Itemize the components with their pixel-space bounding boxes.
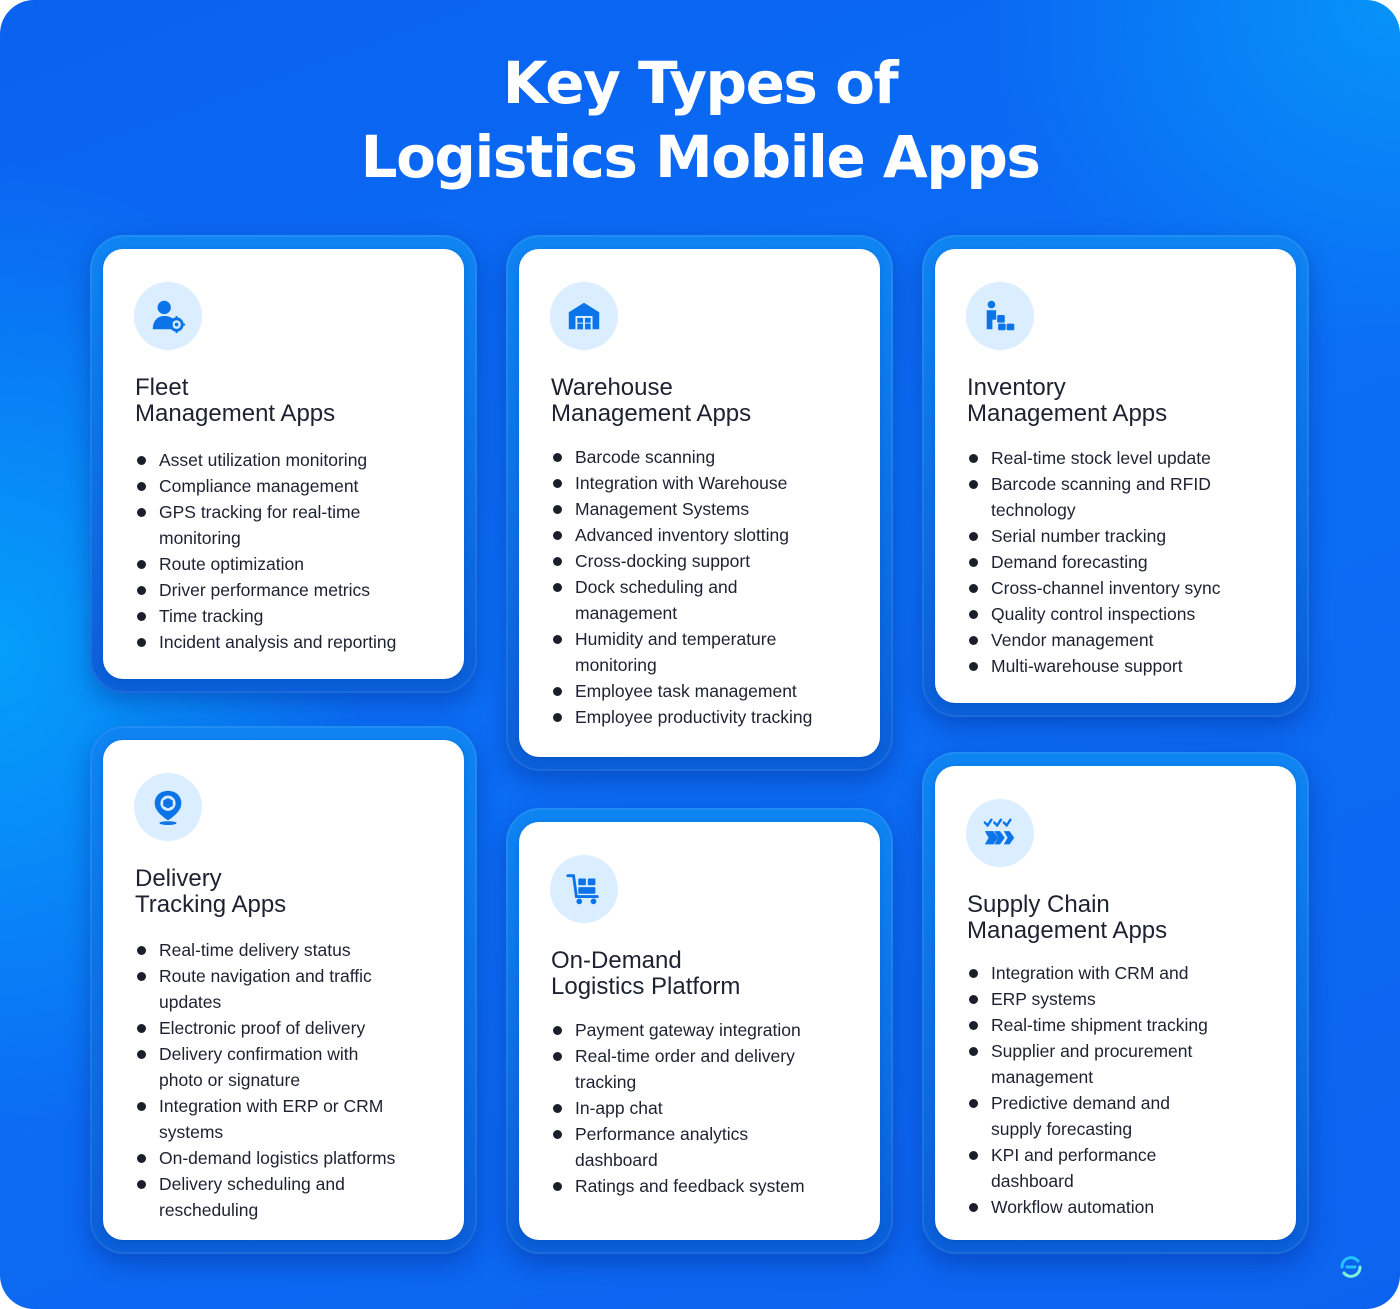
- feature-item-text: Delivery confirmation with: [159, 1044, 359, 1064]
- feature-item-text: photo or signature: [159, 1070, 301, 1090]
- feature-item-text: Supplier and procurement: [991, 1041, 1193, 1061]
- feature-item-text: Integration with ERP or CRM: [159, 1096, 384, 1116]
- feature-item: [135, 1041, 450, 1093]
- warehouse-title-line-2: Management Apps: [551, 400, 752, 427]
- title-line-2: Logistics Mobile Apps: [360, 123, 1040, 191]
- feature-item: [967, 653, 1282, 679]
- feature-item-text: Asset utilization monitoring: [159, 450, 368, 470]
- feature-item-text: Compliance management: [159, 476, 359, 496]
- inventory-card-title: [967, 375, 1276, 427]
- feature-item: [967, 575, 1282, 601]
- feature-item-text: Route navigation and traffic: [159, 966, 372, 986]
- fleet-card-frame: [90, 235, 477, 693]
- feature-item: [967, 445, 1282, 471]
- feature-item: [135, 629, 450, 655]
- fleet-feature-list: [135, 447, 450, 655]
- feature-item-text: Incident analysis and reporting: [159, 632, 397, 652]
- delivery-feature-list: [135, 937, 450, 1223]
- inventory-card: [935, 249, 1296, 703]
- feature-item-text: rescheduling: [159, 1200, 259, 1220]
- feature-item-text: Real-time delivery status: [159, 940, 351, 960]
- feature-item-text: Integration with Warehouse: [575, 473, 788, 493]
- warehouse-title-line-1: Warehouse: [551, 374, 673, 401]
- feature-item-text: Predictive demand and: [991, 1093, 1170, 1113]
- feature-item: [551, 444, 866, 470]
- feature-item-text: dashboard: [575, 1150, 658, 1170]
- delivery-card: [103, 740, 464, 1240]
- supply-chain-icon: [966, 799, 1034, 867]
- feature-item: [551, 678, 866, 704]
- feature-item-text: updates: [159, 992, 222, 1012]
- feature-item-text: Real-time shipment tracking: [991, 1015, 1208, 1035]
- delivery-title-line-1: Delivery: [135, 865, 222, 892]
- feature-item-text: technology: [991, 500, 1076, 520]
- feature-item-text: monitoring: [159, 528, 241, 548]
- feature-item-text: Real-time stock level update: [991, 448, 1211, 468]
- feature-item-text: Route optimization: [159, 554, 304, 574]
- ondemand-card: [519, 822, 880, 1240]
- feature-item: [967, 1038, 1282, 1090]
- feature-item-text: On-demand logistics platforms: [159, 1148, 396, 1168]
- feature-item: [967, 471, 1282, 523]
- feature-item: [135, 551, 450, 577]
- feature-item: [967, 960, 1282, 986]
- feature-item-text: Real-time order and delivery: [575, 1046, 795, 1066]
- feature-item-text: Delivery scheduling and: [159, 1174, 345, 1194]
- feature-item: [967, 1012, 1282, 1038]
- feature-item: [135, 577, 450, 603]
- feature-item-text: Ratings and feedback system: [575, 1176, 805, 1196]
- feature-item-text: monitoring: [575, 655, 657, 675]
- feature-item-text: GPS tracking for real-time: [159, 502, 361, 522]
- feature-item-text: Time tracking: [159, 606, 264, 626]
- feature-item: [551, 1121, 866, 1173]
- inventory-boxes-icon: [966, 282, 1034, 350]
- fleet-card-title: [135, 375, 444, 427]
- warehouse-icon: [550, 282, 618, 350]
- feature-item: [135, 963, 450, 1015]
- feature-item: [135, 447, 450, 473]
- delivery-card-frame: [90, 726, 477, 1254]
- feature-item-text: Cross-channel inventory sync: [991, 578, 1221, 598]
- feature-item: [551, 626, 866, 678]
- warehouse-feature-list: [551, 444, 866, 730]
- inventory-title-line-1: Inventory: [967, 374, 1066, 401]
- feature-item: [135, 499, 450, 551]
- feature-item-text: Employee task management: [575, 681, 797, 701]
- feature-item: [551, 496, 866, 522]
- feature-item: [135, 603, 450, 629]
- feature-item-text: systems: [159, 1122, 224, 1142]
- feature-item: [551, 704, 866, 730]
- ondemand-feature-list: [551, 1017, 866, 1199]
- feature-item: [551, 1173, 866, 1199]
- feature-item: [135, 1093, 450, 1145]
- feature-item: [551, 548, 866, 574]
- feature-item-text: Payment gateway integration: [575, 1020, 801, 1040]
- feature-item: [135, 1145, 450, 1171]
- supply-card-title: [967, 892, 1276, 944]
- feature-item: [967, 1142, 1282, 1194]
- feature-item-text: Humidity and temperature: [575, 629, 777, 649]
- feature-item: [551, 574, 866, 626]
- supply-title-line-2: Management Apps: [967, 917, 1168, 944]
- feature-item: [967, 627, 1282, 653]
- feature-item-text: Driver performance metrics: [159, 580, 371, 600]
- feature-item: [967, 986, 1282, 1012]
- inventory-card-frame: [922, 235, 1309, 717]
- feature-item-text: Barcode scanning and RFID: [991, 474, 1211, 494]
- feature-item-text: Barcode scanning: [575, 447, 716, 467]
- supply-card: [935, 766, 1296, 1240]
- feature-item-text: Cross-docking support: [575, 551, 751, 571]
- feature-item-text: In-app chat: [575, 1098, 663, 1118]
- feature-item: [551, 470, 866, 496]
- feature-item-text: Vendor management: [991, 630, 1154, 650]
- location-pin-icon: [134, 773, 202, 841]
- driver-gear-icon: [134, 282, 202, 350]
- delivery-title-line-2: Tracking Apps: [135, 891, 287, 918]
- title-line-1: Key Types of: [502, 49, 898, 117]
- feature-item-text: Integration with CRM and: [991, 963, 1189, 983]
- feature-item-text: Advanced inventory slotting: [575, 525, 790, 545]
- page-title: [0, 46, 1400, 194]
- inventory-title-line-2: Management Apps: [967, 400, 1168, 427]
- feature-item: [135, 1015, 450, 1041]
- feature-item: [967, 549, 1282, 575]
- warehouse-card: [519, 249, 880, 757]
- feature-item-text: dashboard: [991, 1171, 1074, 1191]
- fleet-title-line-1: Fleet: [135, 374, 189, 401]
- inventory-feature-list: [967, 445, 1282, 679]
- feature-item-text: Electronic proof of delivery: [159, 1018, 366, 1038]
- feature-item: [135, 1171, 450, 1223]
- feature-item-text: ERP systems: [991, 989, 1096, 1009]
- ondemand-card-frame: [506, 808, 893, 1254]
- fleet-card: [103, 249, 464, 679]
- feature-item-text: tracking: [575, 1072, 637, 1092]
- feature-item-text: Dock scheduling and: [575, 577, 738, 597]
- feature-item: [967, 1194, 1282, 1220]
- supply-title-line-1: Supply Chain: [967, 891, 1110, 918]
- feature-item: [967, 1090, 1282, 1142]
- feature-item-text: Workflow automation: [991, 1197, 1155, 1217]
- feature-item: [551, 1017, 866, 1043]
- fleet-title-line-2: Management Apps: [135, 400, 336, 427]
- ondemand-card-title: [551, 948, 860, 1000]
- feature-item-text: Performance analytics: [575, 1124, 749, 1144]
- feature-item-text: Serial number tracking: [991, 526, 1167, 546]
- feature-item: [551, 522, 866, 548]
- feature-item: [551, 1095, 866, 1121]
- feature-item-text: Multi-warehouse support: [991, 656, 1183, 676]
- feature-item-text: Demand forecasting: [991, 552, 1148, 572]
- feature-item: [135, 473, 450, 499]
- feature-item: [967, 601, 1282, 627]
- cart-icon: [550, 855, 618, 923]
- delivery-card-title: [135, 866, 444, 918]
- feature-item-text: management: [575, 603, 678, 623]
- supply-card-frame: [922, 752, 1309, 1254]
- feature-item: [967, 523, 1282, 549]
- feature-item-text: management: [991, 1067, 1094, 1087]
- feature-item: [551, 1043, 866, 1095]
- feature-item-text: supply forecasting: [991, 1119, 1133, 1139]
- supply-feature-list: [967, 960, 1282, 1220]
- feature-item-text: Management Systems: [575, 499, 750, 519]
- ondemand-title-line-1: On-Demand: [551, 947, 682, 974]
- feature-item: [135, 937, 450, 963]
- ondemand-title-line-2: Logistics Platform: [551, 973, 741, 1000]
- feature-item-text: Quality control inspections: [991, 604, 1196, 624]
- warehouse-card-title: [551, 375, 860, 427]
- warehouse-card-frame: [506, 235, 893, 771]
- feature-item-text: KPI and performance: [991, 1145, 1157, 1165]
- brand-logo-icon: [1336, 1252, 1366, 1282]
- feature-item-text: Employee productivity tracking: [575, 707, 813, 727]
